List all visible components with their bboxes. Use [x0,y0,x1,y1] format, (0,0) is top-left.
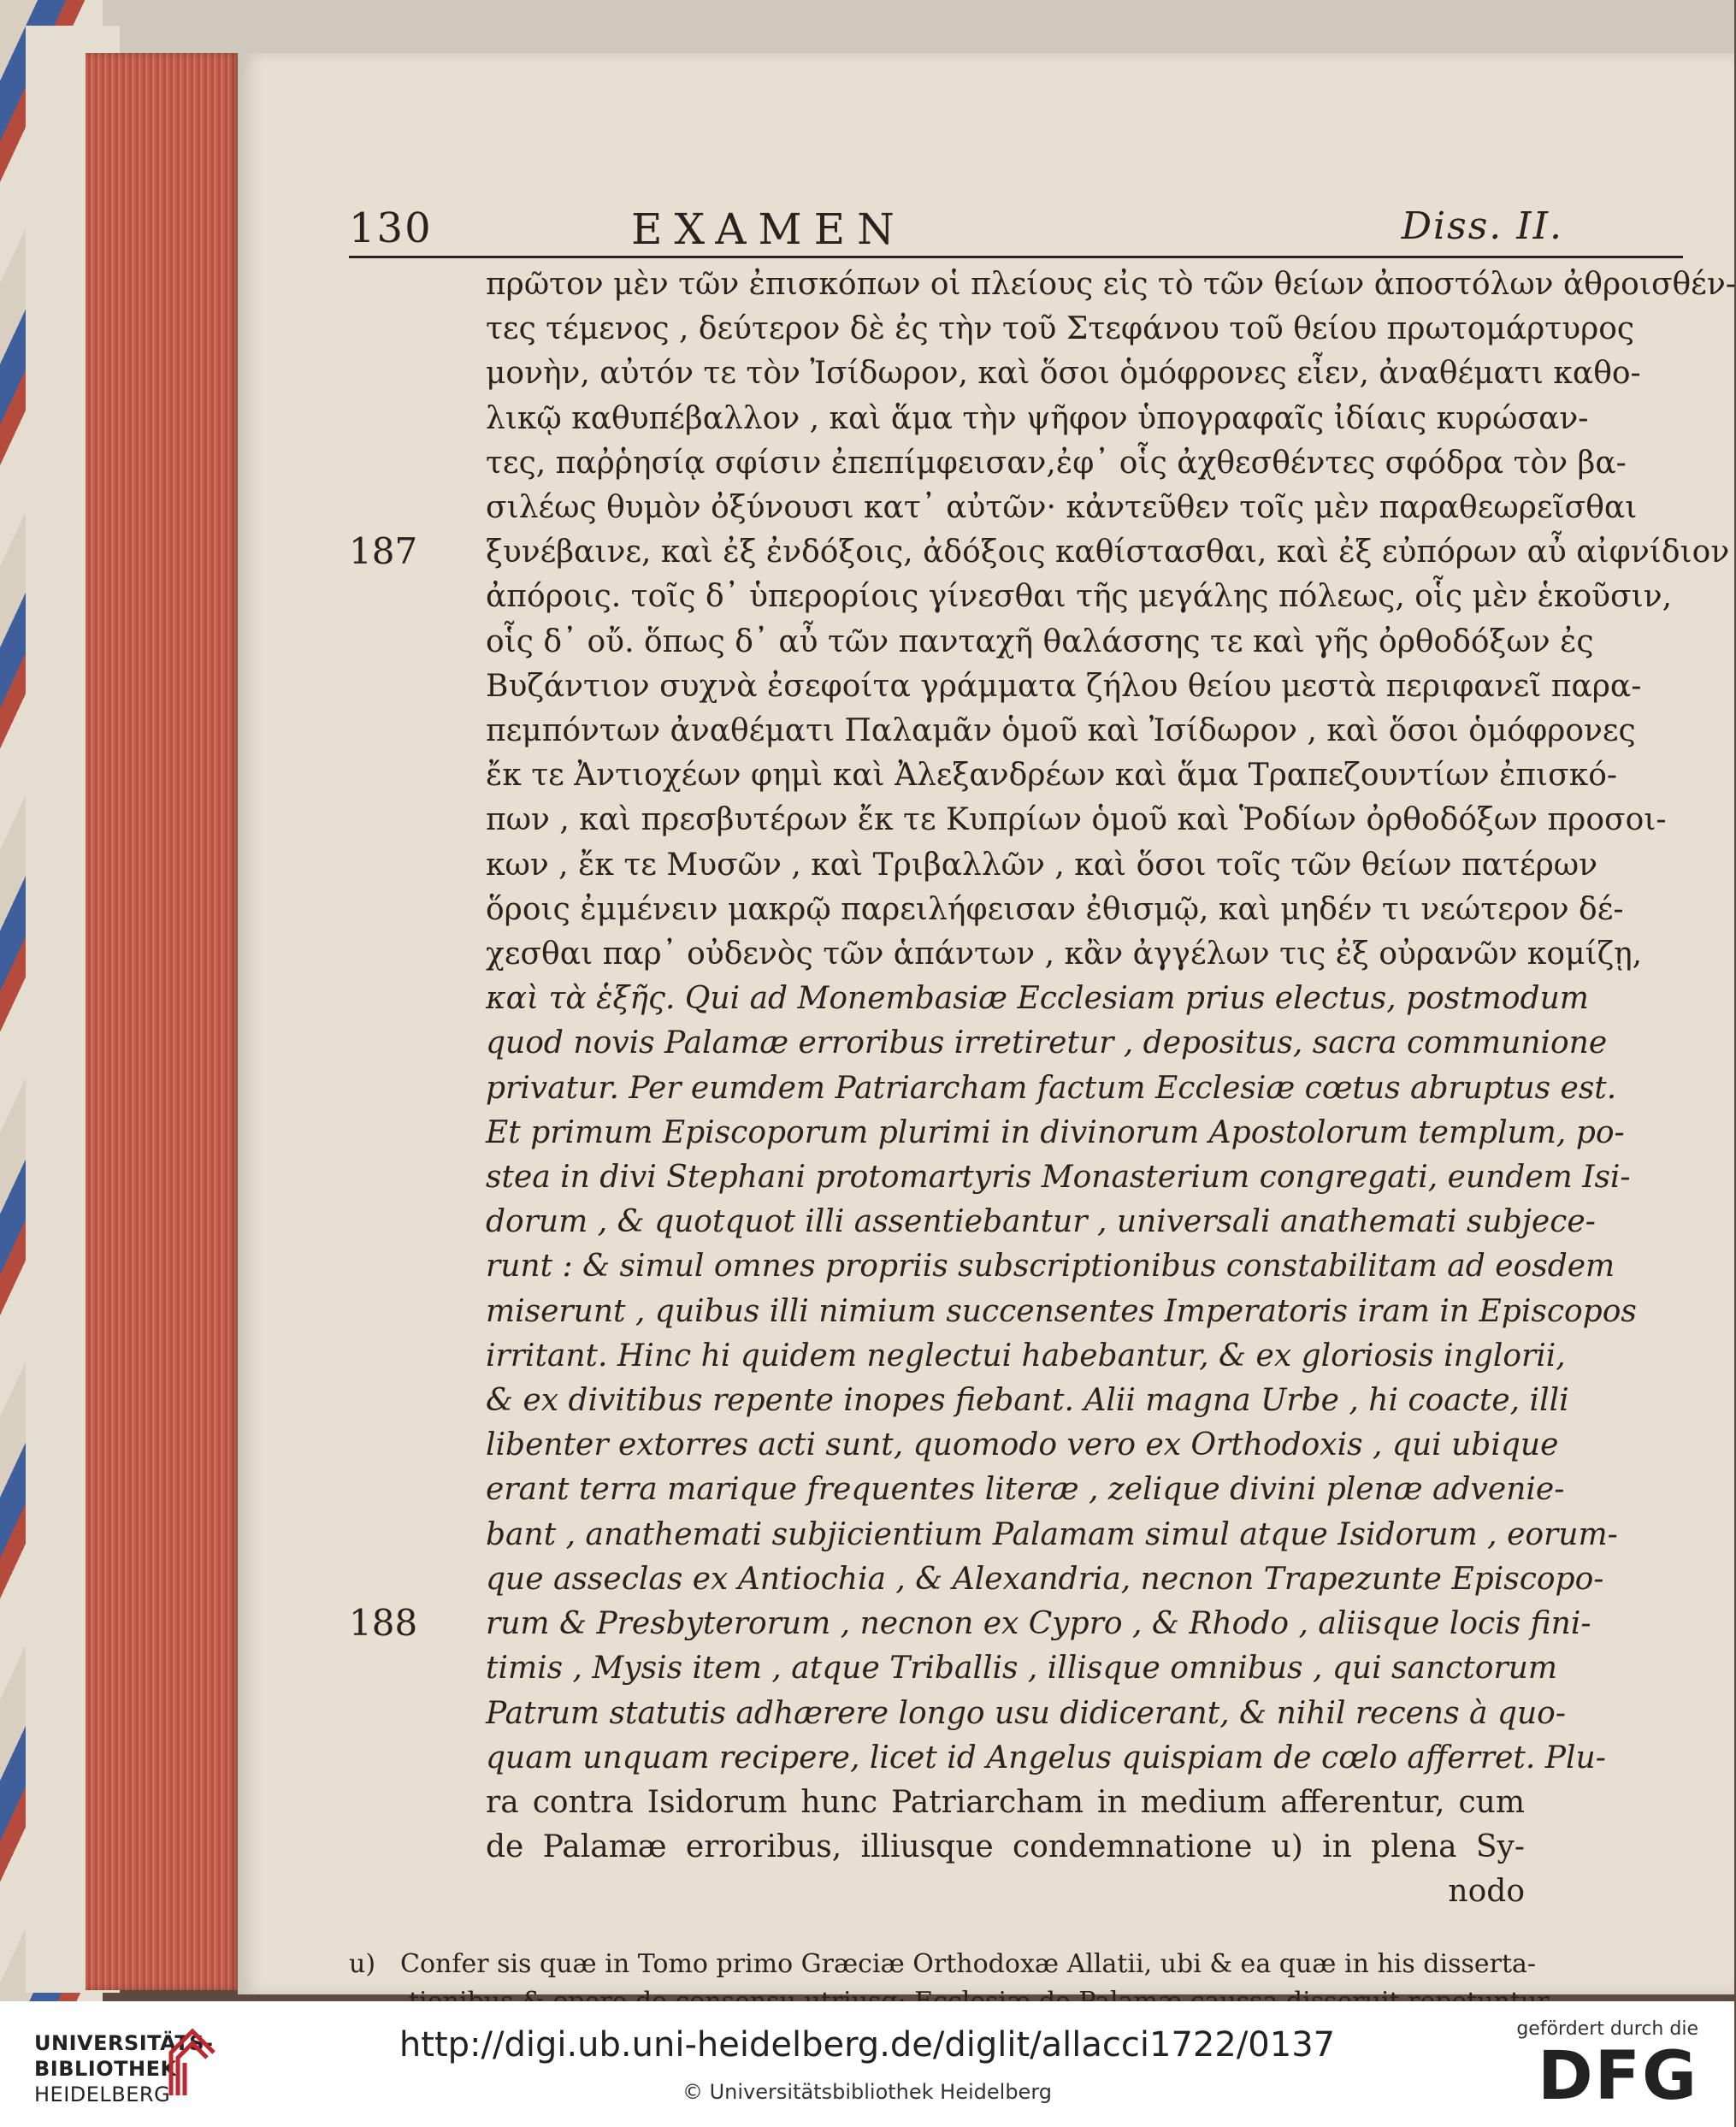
text-line: πων , καὶ πρεσβυτέρων ἔκ τε Κυπρίων ὁμοῦ καὶ Ῥοδίων ὀρθοδόξων προσοι- [486,802,1667,838]
text-line: καὶ τὰ ἑξῆς. Qui ad Monembasiæ Ecclesiam prius electus, postmodum [486,981,1589,1017]
library-line-3: HEIDELBERG [34,2083,171,2106]
text-line: τες τέμενος , δεύτερον δὲ ἐς τὴν τοῦ Στεφάνου τοῦ θείου πρωτομάρτυρος [486,311,1635,347]
text-line: ἔκ τε Ἀντιοχέων φημὶ καὶ Ἀλεξανδρέων καὶ ἅμα Τραπεζουντίων ἐπισκό- [486,758,1618,794]
text-line: λικῷ καθυπέβαλλον , καὶ ἅμα τὴν ψῆφον ὑπογραφαῖς ἰδίαις κυρώσαν- [486,400,1589,436]
text-line: quam unquam recipere, licet id Angelus quispiam de cœlo afferret. Plu- [486,1740,1606,1775]
header-rule [349,256,1683,258]
text-line: miserunt , quibus illi nimium succensentes Imperatoris iram in Episcopos [486,1293,1637,1329]
text-line: nodo [1448,1874,1525,1910]
text-line: ξυνέβαινε, καὶ ἐξ ἐνδόξοις, ἀδόξοις καθίστασθαι, καὶ ἐξ εὐπόρων αὖ αἰφνίδιον [486,535,1730,570]
library-line-1: UNIVERSITÄTS- [34,2031,214,2055]
running-title: EXAMEN [631,204,906,254]
text-block [349,194,1736,2021]
text-line: libenter extorres acti sunt, quomodo vero ex Orthodoxis , qui ubique [486,1427,1559,1463]
text-line: rum & Presbyterorum , necnon ex Cypro , & Rhodo , aliisque locis fini- [486,1606,1591,1642]
copyright-notice: © Universitätsbibliothek Heidelberg [682,2080,1052,2104]
red-page-edges [86,53,239,1990]
footnote-line-1: Confer sis quæ in Tomo primo Græciæ Orthodoxæ Allatii, ubi & ea quæ in his disserta- [400,1948,1537,1979]
footnote-mark: u) [349,1948,376,1979]
book-cover-top [0,0,1734,60]
text-line: Et primum Episcoporum plurimi in divinorum Apostolorum templum, po- [486,1114,1625,1150]
text-line: stea in divi Stephani protomartyris Monasterium congregati, eundem Isi- [486,1160,1631,1196]
text-line: timis , Mysis item , atque Triballis , illisque omnibus , qui sanctorum [486,1651,1557,1687]
margin-number: 187 [349,530,418,573]
text-line: privatur. Per eumdem Patriarcham factum Ecclesiæ cœtus abruptus est. [486,1070,1617,1106]
dfg-logo: DFG [1537,2038,1698,2115]
page-number: 130 [349,204,433,252]
text-line: que asseclas ex Antiochia , & Alexandria, necnon Trapezunte Episcopo- [486,1561,1604,1597]
running-head [349,194,1683,263]
text-line: quod novis Palamæ erroribus irretiretur , depositus, sacra communione [486,1025,1608,1061]
text-line: κων , ἔκ τε Μυσῶν , καὶ Τριβαλλῶν , καὶ ὅσοι τοῖς τῶν θείων πατέρων [486,847,1598,883]
text-line: πεμπόντων ἀναθέματι Παλαμᾶν ὁμοῦ καὶ Ἰσίδωρον , καὶ ὅσοι ὁμόφρονες [486,713,1636,749]
text-line: dorum , & quotquot illi assentiebantur , universali anathemati subjece- [486,1204,1596,1240]
text-line: irritant. Hinc hi quidem neglectui habebantur, & ex gloriosis inglorii, [486,1338,1566,1374]
text-line: τες, παῤῥησίᾳ σφίσιν ἐπεπίμφεισαν,ἐφ᾽ οἷς ἀχθεσθέντες σφόδρα τὸν βα- [486,445,1627,481]
text-line: Patrum statutis adhærere longo usu didicerant, & nihil recens à quo- [486,1695,1566,1731]
section-label: Diss. II. [1401,204,1563,248]
text-line: & ex divitibus repente inopes fiebant. Alii magna Urbe , hi coacte, illi [486,1383,1569,1419]
library-line-2: BIBLIOTHEK [34,2057,177,2081]
text-line: runt : & simul omnes propriis subscriptionibus constabilitam ad eosdem [486,1249,1615,1285]
text-line: μονὴν, αὐτόν τε τὸν Ἰσίδωρον, καὶ ὅσοι ὁμόφρονες εἶεν, ἀναθέματι καθο- [486,356,1641,392]
text-line: σιλέως θυμὸν ὀξύνουσι κατ᾽ αὐτῶν· κἀντεῦθεν τοῖς μὲν παραθεωρεῖσθαι [486,490,1638,526]
body-text [486,263,1736,1915]
text-line: ἀπόροις. τοῖς δ᾽ ὑπερορίοις γίνεσθαι τῆς μεγάλης πόλεως, οἷς μὲν ἑκοῦσιν, [486,579,1673,615]
permalink-url[interactable]: http://digi.ub.uni-heidelberg.de/diglit/allacci1722/0137 [399,2025,1336,2065]
text-line: χεσθαι παρ᾽ οὐδενὸς τῶν ἁπάντων , κἂν ἀγγέλων τις ἐξ οὐρανῶν κομίζῃ, [486,936,1643,972]
text-line: ὅροις ἐμμένειν μακρῷ παρειλήφεισαν ἐθισμῷ, καὶ μηδέν τι νεώτερον δέ- [486,891,1624,927]
viewer-footer [0,2001,1734,2127]
text-line: erant terra marique frequentes literæ , zelique divini plenæ advenie- [486,1472,1565,1508]
book-page [238,53,1734,1994]
text-line: ra contra Isidorum hunc Patriarcham in medium afferentur, cum [486,1784,1525,1820]
margin-number: 188 [349,1602,418,1644]
text-line: de Palamæ erroribus, illiusque condemnatione u) in plena Sy- [486,1829,1525,1865]
text-line: Βυζάντιον συχνὰ ἐσεφοίτα γράμματα ζήλου θείου μεστὰ περιφανεῖ παρα- [486,668,1642,704]
text-line: οἷς δ᾽ οὔ. ὅπως δ᾽ αὖ τῶν πανταχῆ θαλάσσης τε καὶ γῆς ὀρθοδόξων ἐς [486,623,1594,659]
text-line: bant , anathemati subjicientium Palamam simul atque Isidorum , eorum- [486,1516,1618,1552]
text-line: πρῶτον μὲν τῶν ἐπισκόπων οἱ πλείους εἰς τὸ τῶν θείων ἀποστόλων ἀθροισθέν- [486,267,1736,302]
funding-label: gefördert durch die [1516,2018,1698,2040]
